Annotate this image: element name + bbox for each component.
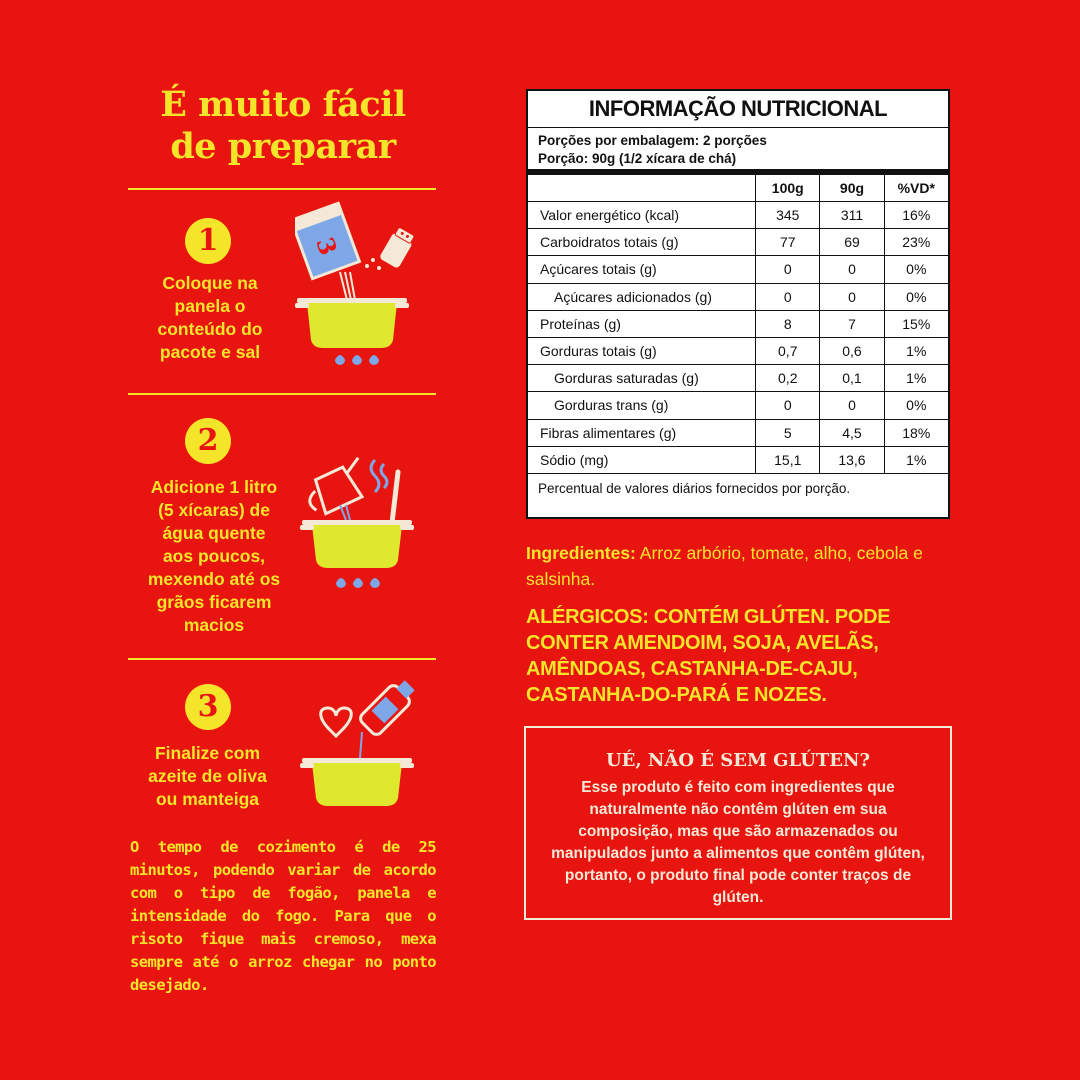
value-100g: 0,7 — [756, 337, 820, 364]
step-number: 3 — [185, 684, 231, 730]
step-line: azeite de oliva — [148, 766, 267, 786]
value-vd: 23% — [884, 229, 948, 256]
step-line: Coloque na — [162, 273, 258, 293]
step-line: mexendo até os — [147, 569, 281, 589]
value-vd: 1% — [884, 446, 948, 473]
step-line: Adicione 1 litro — [150, 477, 278, 497]
step-line: aos poucos, — [162, 546, 266, 566]
table-row — [528, 256, 948, 283]
value-90g: 0 — [820, 392, 884, 419]
step-number: 1 — [185, 218, 231, 264]
serving-info — [528, 128, 948, 174]
title-line-1: É muito fácil — [160, 84, 406, 125]
step-line: pacote e sal — [159, 342, 261, 362]
nutrient-label: Valor energético (kcal) — [528, 202, 756, 229]
package-label: 3 — [310, 233, 344, 259]
nutrient-label: Açúcares totais (g) — [528, 256, 756, 283]
table-row — [528, 310, 948, 337]
step-line: Finalize com — [154, 743, 261, 763]
ingredients-label: Ingredientes: — [526, 543, 636, 563]
table-row — [528, 446, 948, 473]
nutrition-title: INFORMAÇÃO NUTRICIONAL — [528, 91, 948, 128]
column-header: %VD* — [884, 175, 948, 202]
value-100g: 8 — [756, 310, 820, 337]
value-vd: 1% — [884, 365, 948, 392]
step-line: conteúdo do — [157, 319, 263, 339]
value-90g: 7 — [820, 310, 884, 337]
title-line-2: de preparar — [170, 126, 396, 167]
serving-size: Porção: 90g (1/2 xícara de chá) — [538, 151, 737, 166]
step-line: água quente — [162, 523, 266, 543]
step-line: macios — [183, 615, 245, 635]
column-header — [528, 175, 756, 202]
value-100g: 345 — [756, 202, 820, 229]
value-90g: 13,6 — [820, 446, 884, 473]
value-100g: 5 — [756, 419, 820, 446]
value-90g: 4,5 — [820, 419, 884, 446]
nutrient-label: Açúcares adicionados (g) — [528, 283, 756, 310]
value-90g: 0 — [820, 283, 884, 310]
step-text — [130, 742, 285, 811]
nutrition-footnote: Percentual de valores diários fornecidos por porção. — [538, 480, 851, 496]
nutrient-label: Sódio (mg) — [528, 446, 756, 473]
value-vd: 18% — [884, 419, 948, 446]
step-number: 2 — [185, 418, 231, 464]
nutrient-label: Gorduras totais (g) — [528, 337, 756, 364]
nutrient-label: Carboidratos totais (g) — [528, 229, 756, 256]
value-90g: 311 — [820, 202, 884, 229]
nutrient-label: Fibras alimentares (g) — [528, 419, 756, 446]
value-100g: 77 — [756, 229, 820, 256]
table-row — [528, 419, 948, 446]
table-row — [528, 202, 948, 229]
value-90g: 0,6 — [820, 337, 884, 364]
divider — [128, 393, 436, 395]
value-vd: 16% — [884, 202, 948, 229]
preparation-section — [128, 78, 438, 168]
table-row — [528, 229, 948, 256]
table-row — [528, 337, 948, 364]
value-100g: 15,1 — [756, 446, 820, 473]
divider — [128, 188, 436, 190]
step-text — [130, 476, 298, 637]
value-vd: 0% — [884, 392, 948, 419]
divider — [128, 658, 436, 660]
pot-with-kettle-icon — [300, 450, 420, 605]
column-header: 90g — [820, 175, 884, 202]
step-line: (5 xícaras) de — [158, 500, 270, 520]
table-row — [528, 392, 948, 419]
pot-with-oil-bottle-icon — [300, 670, 425, 815]
value-100g: 0,2 — [756, 365, 820, 392]
allergens-warning: ALÉRGICOS: CONTÉM GLÚTEN. PODE CONTER AMENDOIM, SOJA, AVELÃS, AMÊNDOAS, CASTANHA-DE-CAJU, CASTANHA-DO-PARÁ E NOZES. — [526, 606, 891, 706]
column-header: 100g — [756, 175, 820, 202]
nutrition-facts-table — [526, 89, 950, 519]
value-90g: 69 — [820, 229, 884, 256]
nutrient-label: Proteínas (g) — [528, 310, 756, 337]
preparation-title — [128, 84, 438, 168]
ingredients-text: Arroz arbório, tomate, alho, cebola e salsinha. — [526, 543, 923, 589]
value-vd: 0% — [884, 256, 948, 283]
value-100g: 0 — [756, 256, 820, 283]
gluten-info-box — [524, 726, 952, 920]
step-text — [130, 272, 290, 364]
gluten-info-text: Esse produto é feito com ingredientes que naturalmente não contêm glúten em sua composição, mas que são armazenados ou manipulados junto a alimentos que contêm glúten, portanto, o produto final pode conter traços de glúten. — [551, 779, 925, 906]
table-row — [528, 283, 948, 310]
table-header-row — [528, 175, 948, 202]
value-90g: 0,1 — [820, 365, 884, 392]
nutrient-label: Gorduras saturadas (g) — [528, 365, 756, 392]
table-row — [528, 365, 948, 392]
value-vd: 1% — [884, 337, 948, 364]
step-line: panela o — [174, 296, 246, 316]
cooking-note: O tempo de cozimento é de 25 minutos, podendo variar de acordo com o tipo de fogão, panela e intensidade do fogo. Para que o risoto fique mais cremoso, mexa sempre até o arroz chegar no ponto desejado. — [130, 838, 436, 994]
gluten-info-title: UÉ, NÃO É SEM GLÚTEN? — [605, 750, 871, 771]
step-line: grãos ficarem — [156, 592, 272, 612]
pot-with-package-icon — [295, 200, 425, 380]
value-100g: 0 — [756, 392, 820, 419]
value-vd: 15% — [884, 310, 948, 337]
ingredients — [526, 540, 956, 592]
nutrient-table — [528, 174, 948, 474]
nutrient-label: Gorduras trans (g) — [528, 392, 756, 419]
value-vd: 0% — [884, 283, 948, 310]
value-90g: 0 — [820, 256, 884, 283]
step-line: ou manteiga — [155, 789, 260, 809]
value-100g: 0 — [756, 283, 820, 310]
servings-per-package: Porções por embalagem: 2 porções — [538, 133, 767, 148]
